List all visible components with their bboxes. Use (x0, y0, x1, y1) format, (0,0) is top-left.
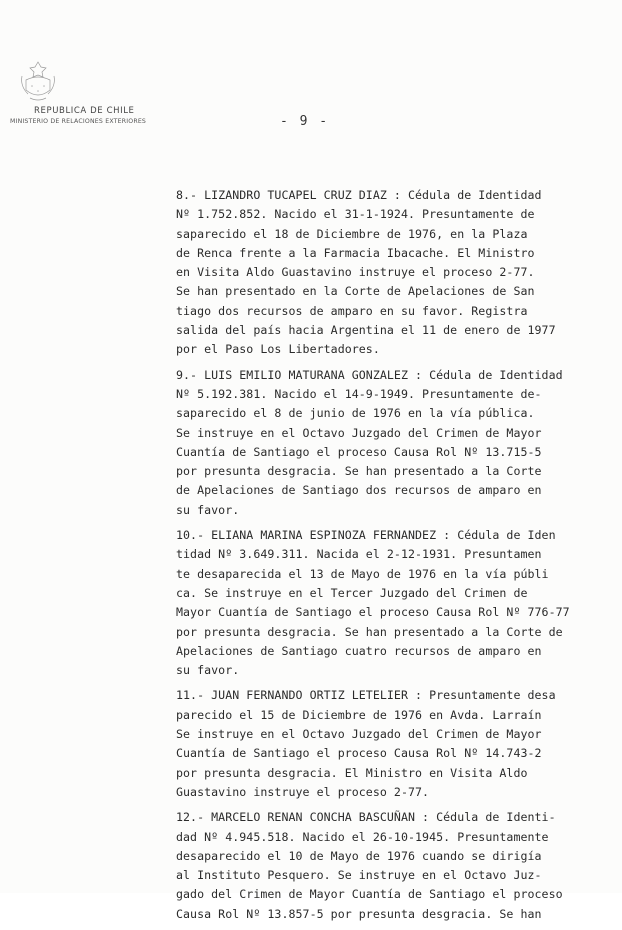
text-line: Se instruye en el Octavo Juzgado del Crimen de Mayor (176, 727, 542, 742)
text-line: Apelaciones de Santiago cuatro recursos de amparo en (176, 643, 542, 658)
text-line: desaparecido el 10 de Mayo de 1976 cuando se dirigía (176, 848, 542, 863)
text-line: su favor. (176, 663, 240, 678)
entry-8 (176, 186, 606, 360)
text-line: 10.- ELIANA MARINA ESPINOZA FERNANDEZ : Cédula de Iden (176, 528, 556, 543)
text-line: Guastavino instruye el proceso 2-77. (176, 784, 430, 799)
text-line: por presunta desgracia. Se han presentado a la Corte de (176, 624, 563, 639)
page-number: - 9 - (280, 114, 330, 129)
entry-11 (176, 686, 606, 802)
text-line: dad Nº 4.945.518. Nacido el 26-10-1945. Presuntamente (176, 829, 549, 844)
header-country: REPUBLICA DE CHILE (34, 106, 135, 116)
text-line: Se instruye en el Octavo Juzgado del Crimen de Mayor (176, 425, 542, 440)
text-line: de Renca frente a la Farmacia Ibacache. El Ministro (176, 245, 535, 260)
text-line: saparecido el 18 de Diciembre de 1976, en la Plaza (176, 226, 528, 241)
text-line: al Instituto Pesquero. Se instruye en el Octavo Juz- (176, 868, 542, 883)
text-line: 12.- MARCELO RENAN CONCHA BASCUÑAN : Cédula de Identi- (176, 810, 556, 825)
text-line: por presunta desgracia. Se han presentado a la Corte (176, 464, 542, 479)
text-line: Nº 5.192.381. Nacido el 14-9-1949. Presuntamente de- (176, 386, 542, 401)
header-ministry: MINISTERIO DE RELACIONES EXTERIORES (10, 118, 147, 125)
text-line: Causa Rol Nº 13.857-5 por presunta desgracia. Se han (176, 906, 542, 921)
text-line: gado del Crimen de Mayor Cuantía de Santiago el proceso (176, 887, 563, 902)
text-line: Cuantía de Santiago el proceso Causa Rol Nº 13.715-5 (176, 444, 542, 459)
text-line: por presunta desgracia. El Ministro en Visita Aldo (176, 765, 528, 780)
entry-12 (176, 808, 606, 924)
text-line: por el Paso Los Libertadores. (176, 342, 380, 357)
text-line: Se han presentado en la Corte de Apelaciones de San (176, 284, 535, 299)
text-line: tiago dos recursos de amparo en su favor. Registra (176, 303, 528, 318)
text-line: salida del país hacia Argentina el 11 de enero de 1977 (176, 323, 556, 338)
text-line: saparecido el 8 de junio de 1976 en la vía pública. (176, 406, 535, 421)
text-line: te desaparecida el 13 de Mayo de 1976 en la vía públi (176, 566, 549, 581)
document-body (176, 186, 606, 930)
text-line: 9.- LUIS EMILIO MATURANA GONZALEZ : Cédula de Identidad (176, 367, 563, 382)
text-line: tidad Nº 3.649.311. Nacida el 2-12-1931. Presuntamen (176, 547, 542, 562)
text-line: Cuantía de Santiago el proceso Causa Rol Nº 14.743-2 (176, 746, 542, 761)
text-line: en Visita Aldo Guastavino instruye el proceso 2-77. (176, 265, 535, 280)
text-line: 8.- LIZANDRO TUCAPEL CRUZ DIAZ : Cédula de Identidad (176, 188, 542, 202)
text-line: 11.- JUAN FERNANDO ORTIZ LETELIER : Presuntamente desa (176, 688, 556, 703)
text-line: su favor. (176, 502, 240, 517)
text-line: Mayor Cuantía de Santiago el proceso Causa Rol Nº 776-77 (176, 605, 570, 620)
text-line: ca. Se instruye en el Tercer Juzgado del Crimen de (176, 585, 528, 600)
text-line: parecido el 15 de Diciembre de 1976 en Avda. Larraín (176, 707, 542, 722)
coat-of-arms-icon (18, 58, 58, 104)
entry-9 (176, 366, 606, 520)
text-line: de Apelaciones de Santiago dos recursos de amparo en (176, 483, 542, 498)
text-line: Nº 1.752.852. Nacido el 31-1-1924. Presuntamente de (176, 207, 535, 222)
entry-10 (176, 526, 606, 680)
